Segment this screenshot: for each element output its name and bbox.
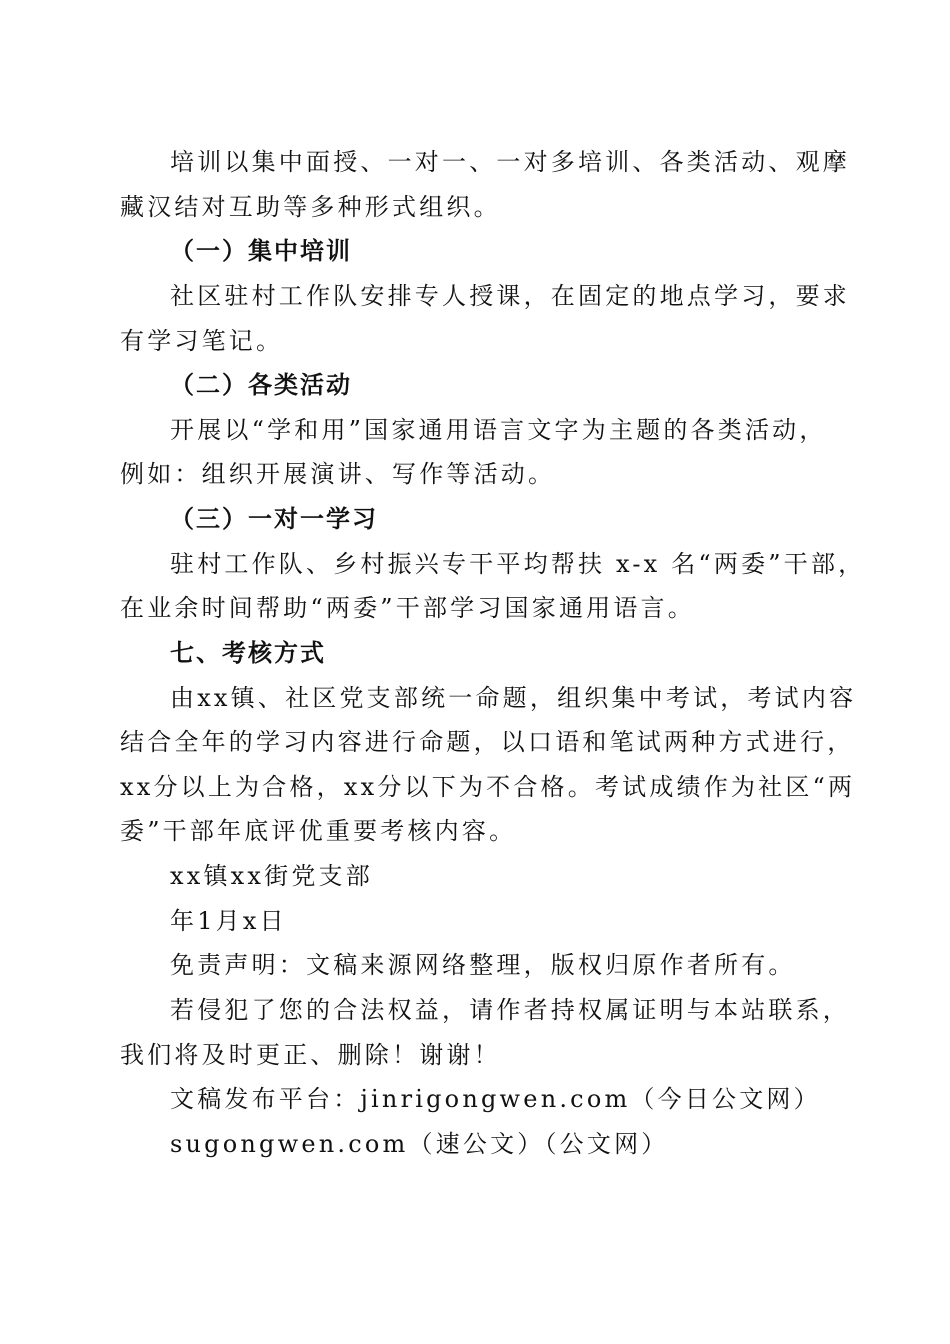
paragraph-line: 社区驻村工作队安排专人授课，在固定的地点学习，要求	[170, 282, 850, 310]
paragraph-line: 开展以“学和用”国家通用语言文字为主题的各类活动，	[170, 416, 827, 444]
paragraph-line: 委”干部年底评优重要考核内容。	[120, 817, 517, 845]
disclaimer-line: 免责声明：文稿来源网络整理，版权归原作者所有。	[170, 951, 796, 979]
paragraph-line: 在业余时间帮助“两委”干部学习国家通用语言。	[120, 594, 695, 622]
section-heading: 七、考核方式	[170, 638, 326, 667]
subheading: （三）一对一学习	[170, 504, 378, 533]
paragraph-line: 由xx镇、社区党支部统一命题，组织集中考试，考试内容	[170, 684, 857, 712]
paragraph-line: 结合全年的学习内容进行命题，以口语和笔试两种方式进行，	[120, 728, 855, 756]
paragraph-line: 驻村工作队、乡村振兴专干平均帮扶 x-x 名“两委”干部，	[170, 550, 866, 578]
paragraph-line: 例如：组织开展演讲、写作等活动。	[120, 460, 556, 488]
disclaimer-line: 我们将及时更正、删除！谢谢！	[120, 1041, 501, 1069]
signature-org: xx镇xx街党支部	[170, 862, 373, 890]
subheading: （二）各类活动	[170, 370, 352, 399]
paragraph-line: 培训以集中面授、一对一、一对多培训、各类活动、观摩	[170, 148, 850, 176]
platform-line: 文稿发布平台：jinrigongwen.com（今日公文网）	[170, 1085, 821, 1113]
platform-line: sugongwen.com（速公文）（公文网）	[170, 1130, 669, 1158]
paragraph-line: 藏汉结对互助等多种形式组织。	[120, 193, 501, 221]
paragraph-line: xx分以上为合格，xx分以下为不合格。考试成绩作为社区“两	[120, 773, 856, 801]
subheading: （一）集中培训	[170, 236, 352, 265]
paragraph-line: 有学习笔记。	[120, 327, 284, 355]
disclaimer-line: 若侵犯了您的合法权益，请作者持权属证明与本站联系，	[170, 996, 850, 1024]
signature-date: 年1月x日	[170, 907, 287, 935]
